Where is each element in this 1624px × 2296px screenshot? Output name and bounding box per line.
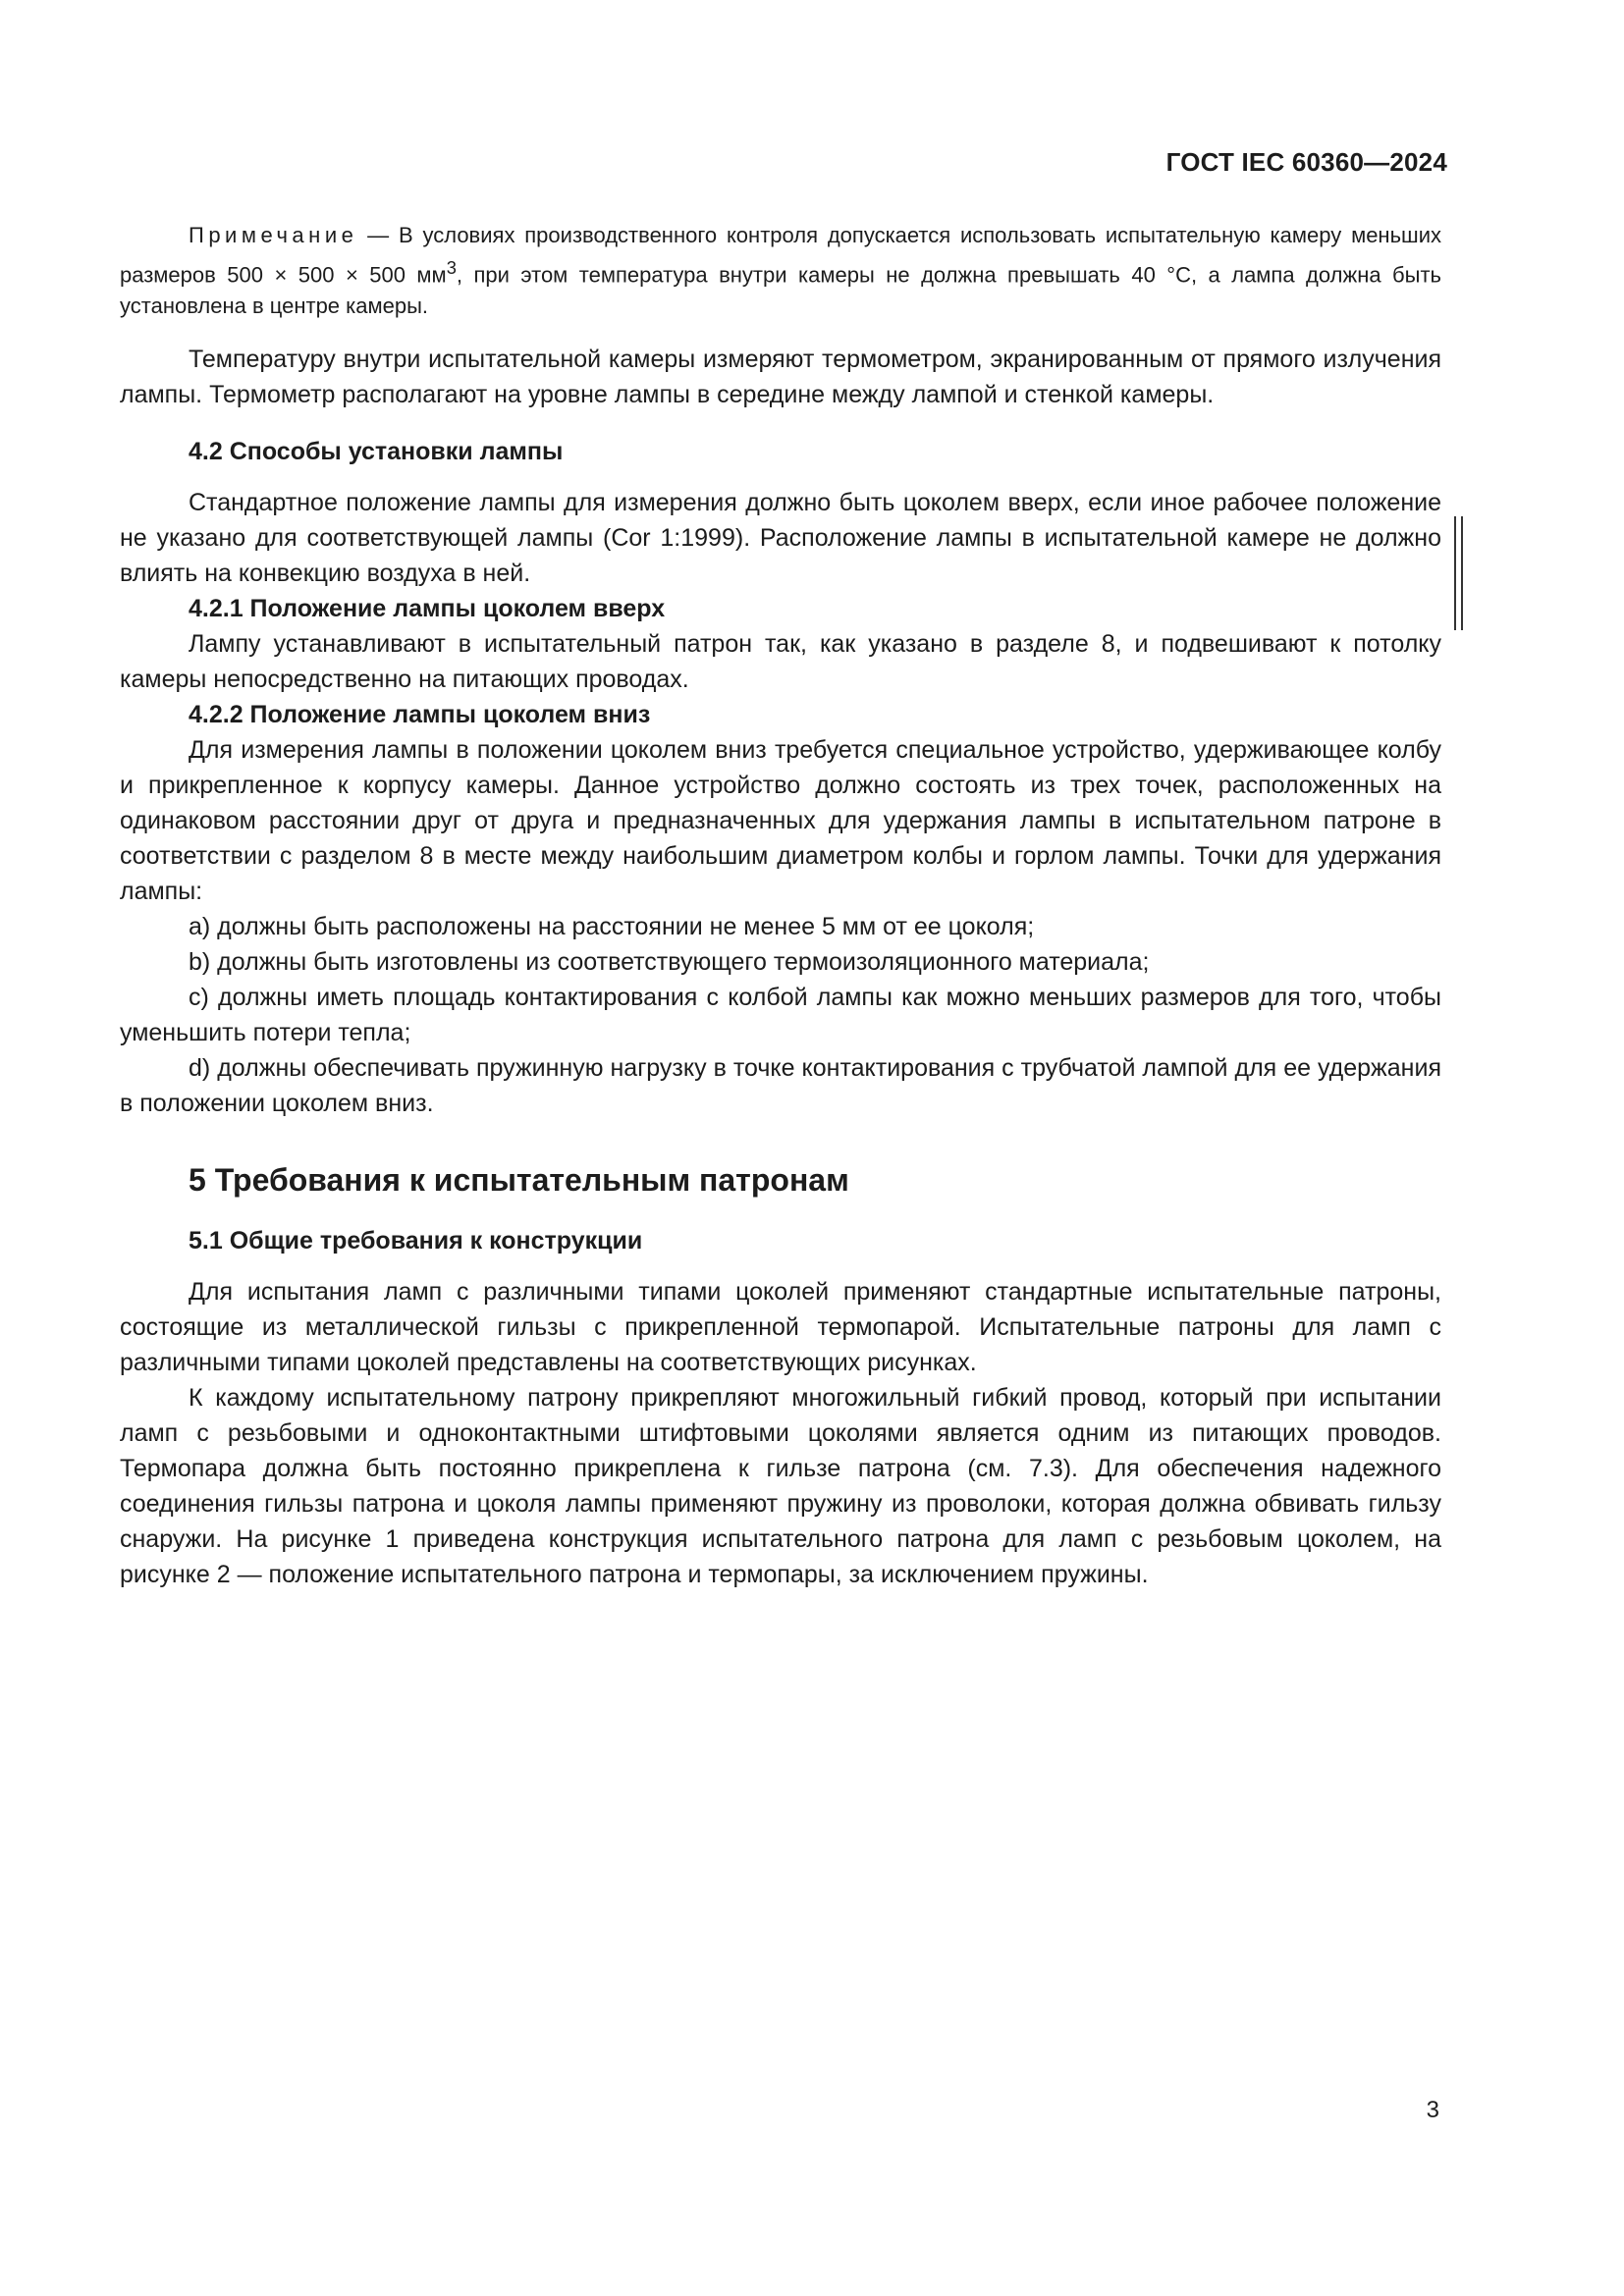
paragraph-4-2-2: Для измерения лампы в положении цоколем вниз требуется специальное устройство, удерживающее колбу и прикрепленное к корпусу камеры. Данное устройство должно состоять из трех точек, расположенных на одинаковом расстоянии друг от друга и предназначенных для удержания лампы в испытательном патроне в соответствии с разделом 8 в месте между наибольшим диаметром колбы и горлом лампы. Точки для удержания лампы: xyxy=(120,735,1441,905)
note-label: Примечание xyxy=(189,223,358,247)
list-item-a: a) должны быть расположены на расстоянии не менее 5 мм от ее цоколя; xyxy=(189,912,1035,940)
note-block xyxy=(120,220,1441,323)
change-bar-marker xyxy=(1454,516,1463,630)
heading-5-1: 5.1 Общие требования к конструкции xyxy=(189,1226,643,1255)
temperature-paragraph: Температуру внутри испытательной камеры измеряют термометром, экранированным от прямого излучения лампы. Термометр располагают на уровне лампы в середине между лампой и стенкой камеры. xyxy=(120,345,1441,408)
note-text-2: , при этом температура внутри камеры не должна превышать 40 °C, а лампа должна быть установлена в центре камеры. xyxy=(120,261,1441,319)
heading-4-2-1: 4.2.1 Положение лампы цоколем вверх xyxy=(189,594,666,622)
note-paragraph xyxy=(120,220,1441,323)
note-text-1: — В условиях производственного контроля допускается использовать испытательную камеру меньших размеров 500 × 500 × 500 мм xyxy=(120,223,1441,287)
note-superscript: 3 xyxy=(446,256,457,278)
heading-4-2: 4.2 Способы установки лампы xyxy=(189,437,564,465)
document-code: ГОСТ IEC 60360—2024 xyxy=(1165,147,1447,177)
paragraph-4-2: Стандартное положение лампы для измерения должно быть цоколем вверх, если иное рабочее положение не указано для соответствующей лампы (Cor 1:1999). Расположение лампы в испытательной камере не должно влиять на конвекцию воздуха в ней. xyxy=(120,488,1441,587)
paragraph-4-2-1: Лампу устанавливают в испытательный патрон так, как указано в разделе 8, и подвешивают к потолку камеры непосредственно на питающих проводах. xyxy=(120,629,1441,693)
paragraph-5-1-b: К каждому испытательному патрону прикрепляют многожильный гибкий провод, который при испытании ламп с резьбовыми и одноконтактными штифтовыми цоколями является одним из питающих проводов. Термопара должна быть постоянно прикреплена к гильзе патрона (см. 7.3). Для обеспечения надежного соединения гильзы патрона и цоколя лампы применяют пружину из проволоки, которая должна обвивать гильзу снаружи. На рисунке 1 приведена конструкция испытательного патрона для ламп с резьбовым цоколем, на рисунке 2 — положение испытательного патрона и термопары, за исключением пружины. xyxy=(120,1383,1441,1588)
page-number: 3 xyxy=(1426,2097,1439,2123)
heading-4-2-2: 4.2.2 Положение лампы цоколем вниз xyxy=(189,700,651,728)
page-content xyxy=(120,220,1441,1592)
list-item-b: b) должны быть изготовлены из соответствующего термоизоляционного материала; xyxy=(189,947,1150,976)
list-item-d: d) должны обеспечивать пружинную нагрузку в точке контактирования с трубчатой лампой для ее удержания в положении цоколем вниз. xyxy=(120,1053,1441,1117)
paragraph-5-1-a: Для испытания ламп с различными типами цоколей применяют стандартные испытательные патроны, состоящие из металлической гильзы с прикрепленной термопарой. Испытательные патроны для ламп с различными типами цоколей представлены на соответствующих рисунках. xyxy=(120,1277,1441,1376)
list-item-c: c) должны иметь площадь контактирования с колбой лампы как можно меньших размеров для того, чтобы уменьшить потери тепла; xyxy=(120,983,1441,1046)
heading-5: 5 Требования к испытательным патронам xyxy=(189,1161,849,1198)
